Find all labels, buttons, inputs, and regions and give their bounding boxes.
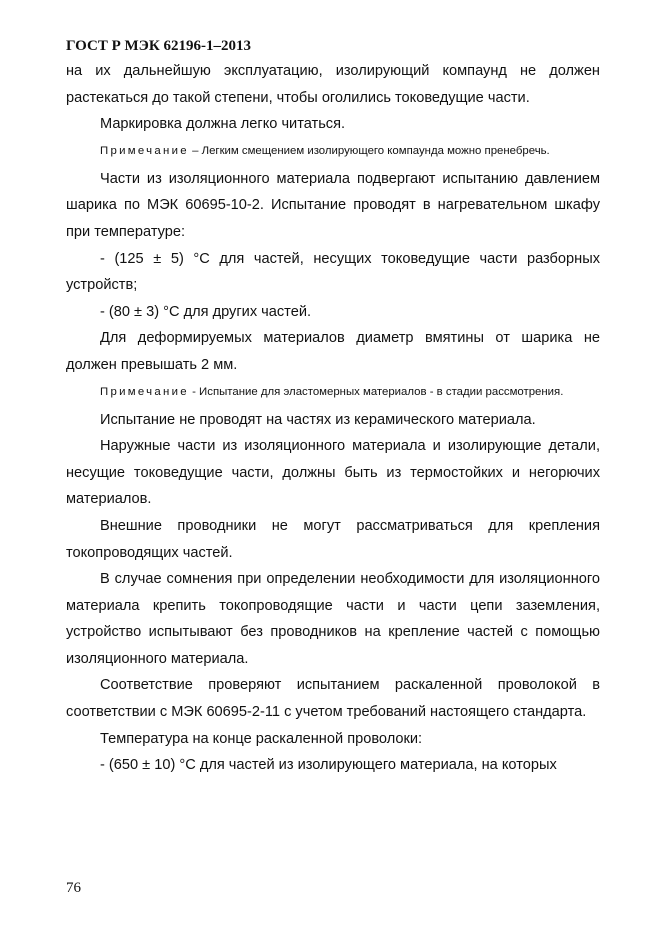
paragraph: - (125 ± 5) °С для частей, несущих токоведущие части разборных устройств;: [66, 250, 600, 294]
note-text: - Испытание для эластомерных материалов - в стадии рассмотрения.: [188, 385, 564, 398]
paragraph: Соответствие проверяют испытанием раскаленной проволокой в соответствии с МЭК 60695-2-11 с учетом требований настоящего стандарта.: [66, 677, 600, 721]
document-body: [66, 58, 600, 779]
paragraph: Внешние проводники не могут рассматриваться для крепления токопроводящих частей.: [66, 517, 600, 561]
paragraph: - (80 ± 3) °С для других частей.: [100, 303, 312, 320]
paragraph: - (650 ± 10) °С для частей из изолирующего материала, на которых: [100, 757, 557, 774]
note-label: Примечание: [100, 385, 189, 398]
paragraph: Для деформируемых материалов диаметр вмятины от шарика не должен превышать 2 мм.: [66, 330, 600, 373]
note-label: Примечание: [100, 144, 189, 157]
paragraph: Части из изоляционного материала подвергают испытанию давлением шарика по МЭК 60695-10-2. Испытание проводят в нагревательном шкафу при температуре:: [66, 170, 600, 240]
paragraph: Температура на конце раскаленной проволоки:: [100, 730, 423, 747]
paragraph: В случае сомнения при определении необходимости для изоляционного материала крепить токопроводящие части и части цепи заземления, устройство испытывают без проводников на крепление частей с помощью изоляционного материала.: [66, 571, 600, 667]
paragraph: Наружные части из изоляционного материала и изолирующие детали, несущие токоведущие части, должны быть из термостойких и негорючих материалов.: [66, 438, 600, 508]
note: [66, 382, 600, 402]
document-header: ГОСТ Р МЭК 62196-1–2013: [66, 38, 251, 54]
note: [66, 141, 600, 161]
page-number: 76: [66, 880, 81, 896]
note-text: – Легким смещением изолирующего компаунда можно пренебречь.: [188, 144, 550, 157]
paragraph: на их дальнейшую эксплуатацию, изолирующий компаунд не должен растекаться до такой степени, чтобы оголились токоведущие части.: [66, 63, 600, 106]
paragraph: Маркировка должна легко читаться.: [100, 116, 346, 133]
paragraph: Испытание не проводят на частях из керамического материала.: [100, 411, 536, 428]
